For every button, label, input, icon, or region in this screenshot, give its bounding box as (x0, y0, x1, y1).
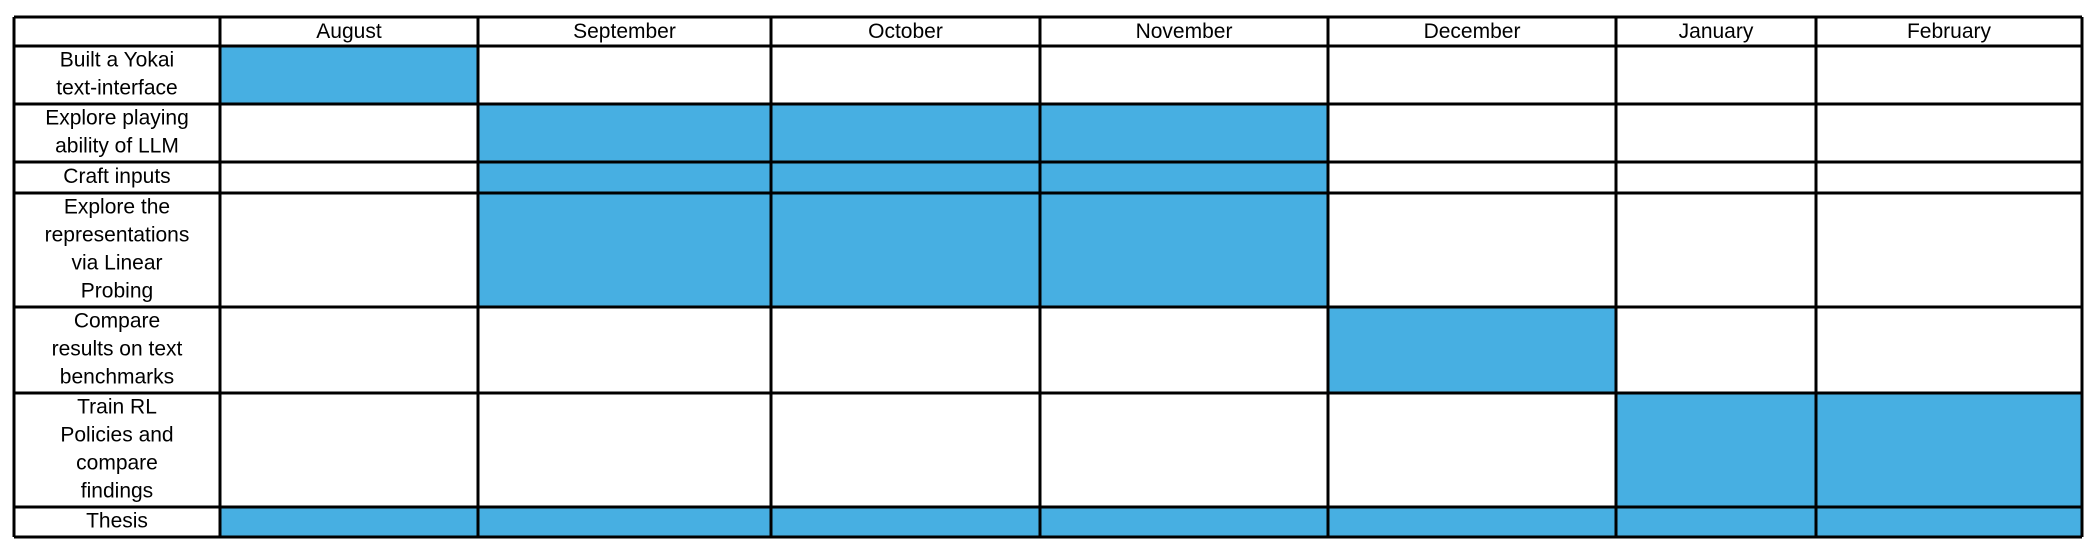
bar-explore-the-representations-via-linear-probing-november (1040, 193, 1328, 307)
task-label-line: Explore playing (45, 106, 189, 130)
month-header-september: September (573, 20, 676, 44)
bar-explore-playing-ability-of-llm-october (771, 104, 1040, 162)
task-label-line: Policies and (60, 423, 174, 447)
bar-craft-inputs-october (771, 162, 1040, 193)
bar-craft-inputs-november (1040, 162, 1328, 193)
bar-explore-playing-ability-of-llm-september (478, 104, 771, 162)
bar-compare-results-on-text-benchmarks-december (1328, 307, 1616, 393)
bar-thesis-november (1040, 507, 1328, 537)
task-label-line: representations (44, 223, 190, 247)
bar-train-rl-policies-and-compare-findings-february (1816, 393, 2082, 507)
task-label-line: compare (76, 451, 158, 475)
bar-thesis-september (478, 507, 771, 537)
bar-thesis-october (771, 507, 1040, 537)
task-label-thesis (86, 510, 148, 533)
month-header-february: February (1906, 20, 1992, 44)
task-label-line: benchmarks (59, 365, 175, 389)
bar-train-rl-policies-and-compare-findings-january (1616, 393, 1816, 507)
task-label-line: Craft inputs (63, 165, 171, 189)
bar-craft-inputs-september (478, 162, 771, 193)
bar-explore-the-representations-via-linear-probing-october (771, 193, 1040, 307)
bar-built-a-yokai-text-interface-august (220, 46, 478, 104)
task-label-line: findings (80, 479, 154, 503)
task-label-line: text-interface (56, 76, 178, 100)
task-label-line: Probing (80, 279, 154, 303)
task-label-line: Thesis (86, 509, 148, 533)
bar-thesis-february (1816, 507, 2082, 537)
bar-explore-playing-ability-of-llm-november (1040, 104, 1328, 162)
task-label-line: Train RL (77, 395, 157, 419)
task-label-line: Compare (73, 309, 161, 333)
task-label-line: Explore the (63, 195, 171, 219)
bar-thesis-december (1328, 507, 1616, 537)
task-label-craft-inputs (63, 165, 170, 188)
task-label-line: results on text (51, 337, 183, 361)
month-header-october: October (868, 20, 943, 44)
bar-explore-the-representations-via-linear-probing-september (478, 193, 771, 307)
month-header-november: November (1135, 20, 1233, 44)
bar-thesis-august (220, 507, 478, 537)
month-header-august: August (316, 20, 382, 44)
task-label-line: via Linear (71, 251, 163, 275)
month-header-january: January (1678, 20, 1754, 44)
month-header-december: December (1423, 20, 1521, 44)
task-label-line: ability of LLM (55, 134, 179, 158)
task-label-line: Built a Yokai (59, 48, 175, 72)
bar-thesis-january (1616, 507, 1816, 537)
